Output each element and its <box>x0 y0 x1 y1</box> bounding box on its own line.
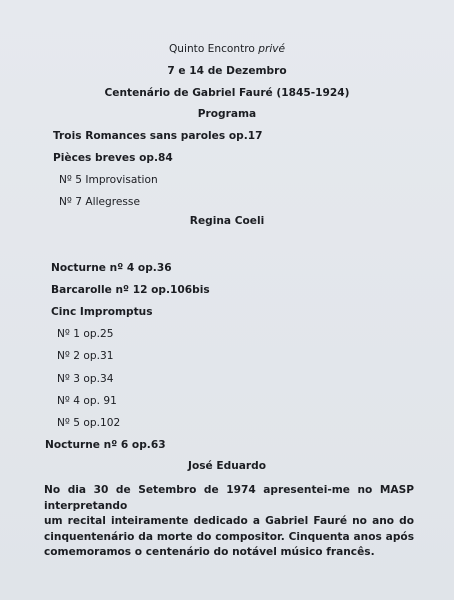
event-title-italic: privé <box>258 43 286 55</box>
event-dates: 7 e 14 de Dezembro <box>167 65 287 77</box>
program-item-nocturne-4: Nocturne nº 4 op.36 <box>51 262 172 274</box>
program-subitem-impromptu-5: Nº 5 op.102 <box>57 417 121 429</box>
program-item-impromptus: Cinc Impromptus <box>51 306 153 318</box>
note-line-4: comemoramos o centenário do notável músico francês. <box>44 546 375 559</box>
historical-note <box>44 483 414 561</box>
program-item-romances: Trois Romances sans paroles op.17 <box>53 130 263 142</box>
event-title <box>0 42 454 56</box>
program-subitem-impromptu-4: Nº 4 op. 91 <box>57 395 117 407</box>
note-line-3: cinquentenário da morte do compositor. Cinquenta anos após <box>44 530 414 543</box>
program-subitem-impromptu-2: Nº 2 op.31 <box>57 350 114 362</box>
program-item-pieces-breves: Pièces breves op.84 <box>53 152 173 164</box>
performer-jose-eduardo: José Eduardo <box>188 460 266 472</box>
program-subitem-improvisation: Nº 5 Improvisation <box>59 174 158 186</box>
programa-heading: Programa <box>197 108 257 120</box>
centenary-heading: Centenário de Gabriel Fauré (1845-1924) <box>104 87 350 99</box>
program-subitem-allegresse: Nº 7 Allegresse <box>59 196 140 208</box>
note-line-2: um recital inteiramente dedicado a Gabriel Fauré no ano do <box>44 515 414 528</box>
performer-regina-coeli: Regina Coeli <box>189 215 265 227</box>
program-item-barcarolle-12: Barcarolle nº 12 op.106bis <box>51 284 210 296</box>
note-line-1: No dia 30 de Setembro de 1974 apresentei-me no MASP interpretando <box>44 484 414 512</box>
event-title-text: Quinto Encontro <box>168 43 259 55</box>
program-item-nocturne-6: Nocturne nº 6 op.63 <box>45 439 166 451</box>
program-subitem-impromptu-1: Nº 1 op.25 <box>57 328 114 340</box>
program-subitem-impromptu-3: Nº 3 op.34 <box>57 373 114 385</box>
